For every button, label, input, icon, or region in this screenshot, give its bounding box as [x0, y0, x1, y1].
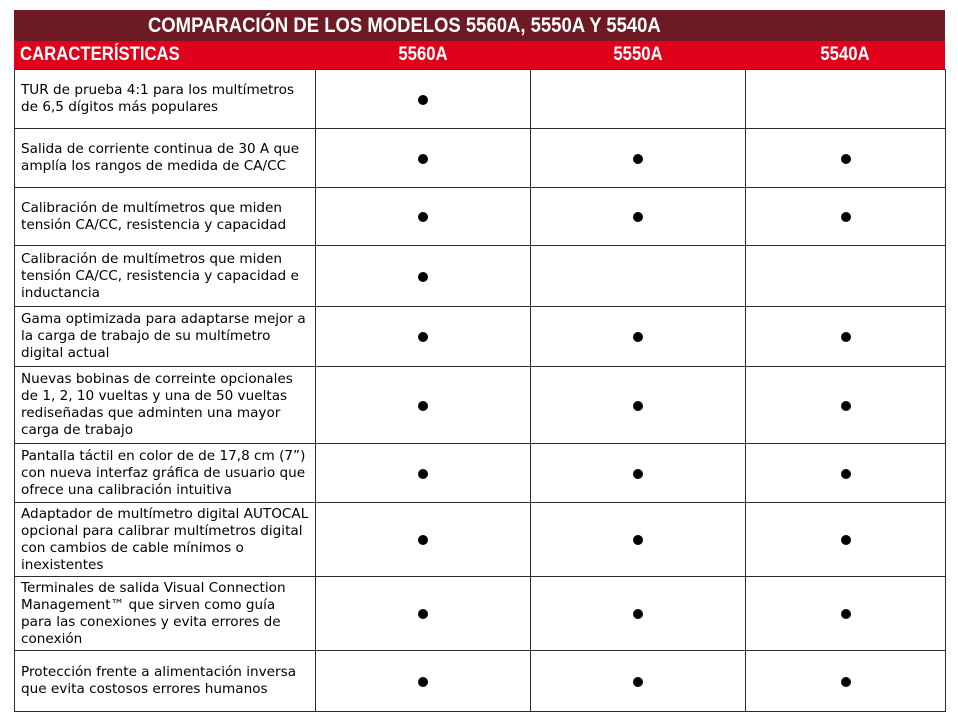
bullet-dot-icon [633, 469, 643, 479]
bullet-dot-icon [633, 401, 643, 411]
model-2-cell [531, 307, 746, 367]
model-1-cell [316, 651, 531, 712]
header-model-1: 5560A [397, 44, 448, 65]
bullet-dot-icon [418, 401, 428, 411]
model-2-cell [531, 651, 746, 712]
model-3-cell [746, 651, 946, 712]
feature-cell: Protección frente a alimentación inversa que evita costosos errores humanos [15, 651, 316, 712]
bullet-dot-icon [841, 677, 851, 687]
model-2-cell [531, 188, 746, 246]
bullet-dot-icon [418, 469, 428, 479]
model-1-cell [316, 503, 531, 577]
table-row [15, 70, 946, 129]
model-3-cell [746, 129, 946, 188]
feature-cell: Nuevas bobinas de correinte opcionales de 1, 2, 10 vueltas y una de 50 vueltas rediseñadas que adminten una mayor carga de trabajo [15, 367, 316, 444]
model-2-cell [531, 129, 746, 188]
model-1-cell [316, 70, 531, 129]
bullet-dot-icon [841, 535, 851, 545]
header-features: CARACTERÍSTICAS [20, 44, 180, 65]
table-row [15, 503, 946, 577]
feature-cell: Pantalla táctil en color de de 17,8 cm (7”) con nueva interfaz gráfica de usuario que ofrece una calibración intuitiva [15, 444, 316, 503]
table-row [15, 367, 946, 444]
bullet-dot-icon [633, 154, 643, 164]
model-1-cell [316, 367, 531, 444]
model-1-cell [316, 129, 531, 188]
feature-cell: Calibración de multímetros que miden tensión CA/CC, resistencia y capacidad [15, 188, 316, 246]
model-1-cell [316, 577, 531, 651]
bullet-dot-icon [633, 332, 643, 342]
bullet-dot-icon [418, 154, 428, 164]
model-3-cell [746, 70, 946, 129]
table-row [15, 188, 946, 246]
bullet-dot-icon [418, 212, 428, 222]
table-row [15, 577, 946, 651]
model-3-cell [746, 577, 946, 651]
feature-cell: Gama optimizada para adaptarse mejor a la carga de trabajo de su multímetro digital actual [15, 307, 316, 367]
model-3-cell [746, 246, 946, 307]
table-title: COMPARACIÓN DE LOS MODELOS 5560A, 5550A Y 5540A [148, 13, 661, 37]
bullet-dot-icon [841, 332, 851, 342]
bullet-dot-icon [418, 535, 428, 545]
model-3-cell [746, 503, 946, 577]
model-3-cell [746, 307, 946, 367]
feature-cell: Salida de corriente continua de 30 A que amplía los rangos de medida de CA/CC [15, 129, 316, 188]
bullet-dot-icon [418, 609, 428, 619]
model-2-cell [531, 577, 746, 651]
model-1-cell [316, 188, 531, 246]
model-2-cell [531, 246, 746, 307]
bullet-dot-icon [841, 212, 851, 222]
feature-cell: Calibración de multímetros que miden tensión CA/CC, resistencia y capacidad e inductancia [15, 246, 316, 307]
model-3-cell [746, 188, 946, 246]
bullet-dot-icon [418, 677, 428, 687]
model-1-cell [316, 307, 531, 367]
feature-cell: Terminales de salida Visual Connection Management™ que sirven como guía para las conexiones y evita errores de conexión [15, 577, 316, 651]
bullet-dot-icon [841, 401, 851, 411]
model-3-cell [746, 444, 946, 503]
header-model-3: 5540A [820, 44, 870, 65]
bullet-dot-icon [418, 332, 428, 342]
model-1-cell [316, 246, 531, 307]
bullet-dot-icon [633, 677, 643, 687]
header-model-2: 5550A [612, 44, 663, 65]
feature-comparison-table [14, 69, 946, 712]
bullet-dot-icon [841, 154, 851, 164]
bullet-dot-icon [633, 609, 643, 619]
model-3-cell [746, 367, 946, 444]
bullet-dot-icon [418, 95, 428, 105]
table-row [15, 444, 946, 503]
table-header-row [14, 41, 945, 69]
feature-cell: TUR de prueba 4:1 para los multímetros de 6,5 dígitos más populares [15, 70, 316, 129]
feature-cell: Adaptador de multímetro digital AUTOCAL opcional para calibrar multímetros digital con cambios de cable mínimos o inexistentes [15, 503, 316, 577]
table-row [15, 651, 946, 712]
bullet-dot-icon [841, 609, 851, 619]
table-row [15, 307, 946, 367]
bullet-dot-icon [841, 469, 851, 479]
model-2-cell [531, 70, 746, 129]
table-row [15, 129, 946, 188]
model-1-cell [316, 444, 531, 503]
model-2-cell [531, 444, 746, 503]
model-2-cell [531, 503, 746, 577]
bullet-dot-icon [418, 272, 428, 282]
table-title-bar [14, 10, 945, 41]
model-2-cell [531, 367, 746, 444]
bullet-dot-icon [633, 535, 643, 545]
table-row [15, 246, 946, 307]
bullet-dot-icon [633, 212, 643, 222]
comparison-table-container [14, 10, 945, 712]
